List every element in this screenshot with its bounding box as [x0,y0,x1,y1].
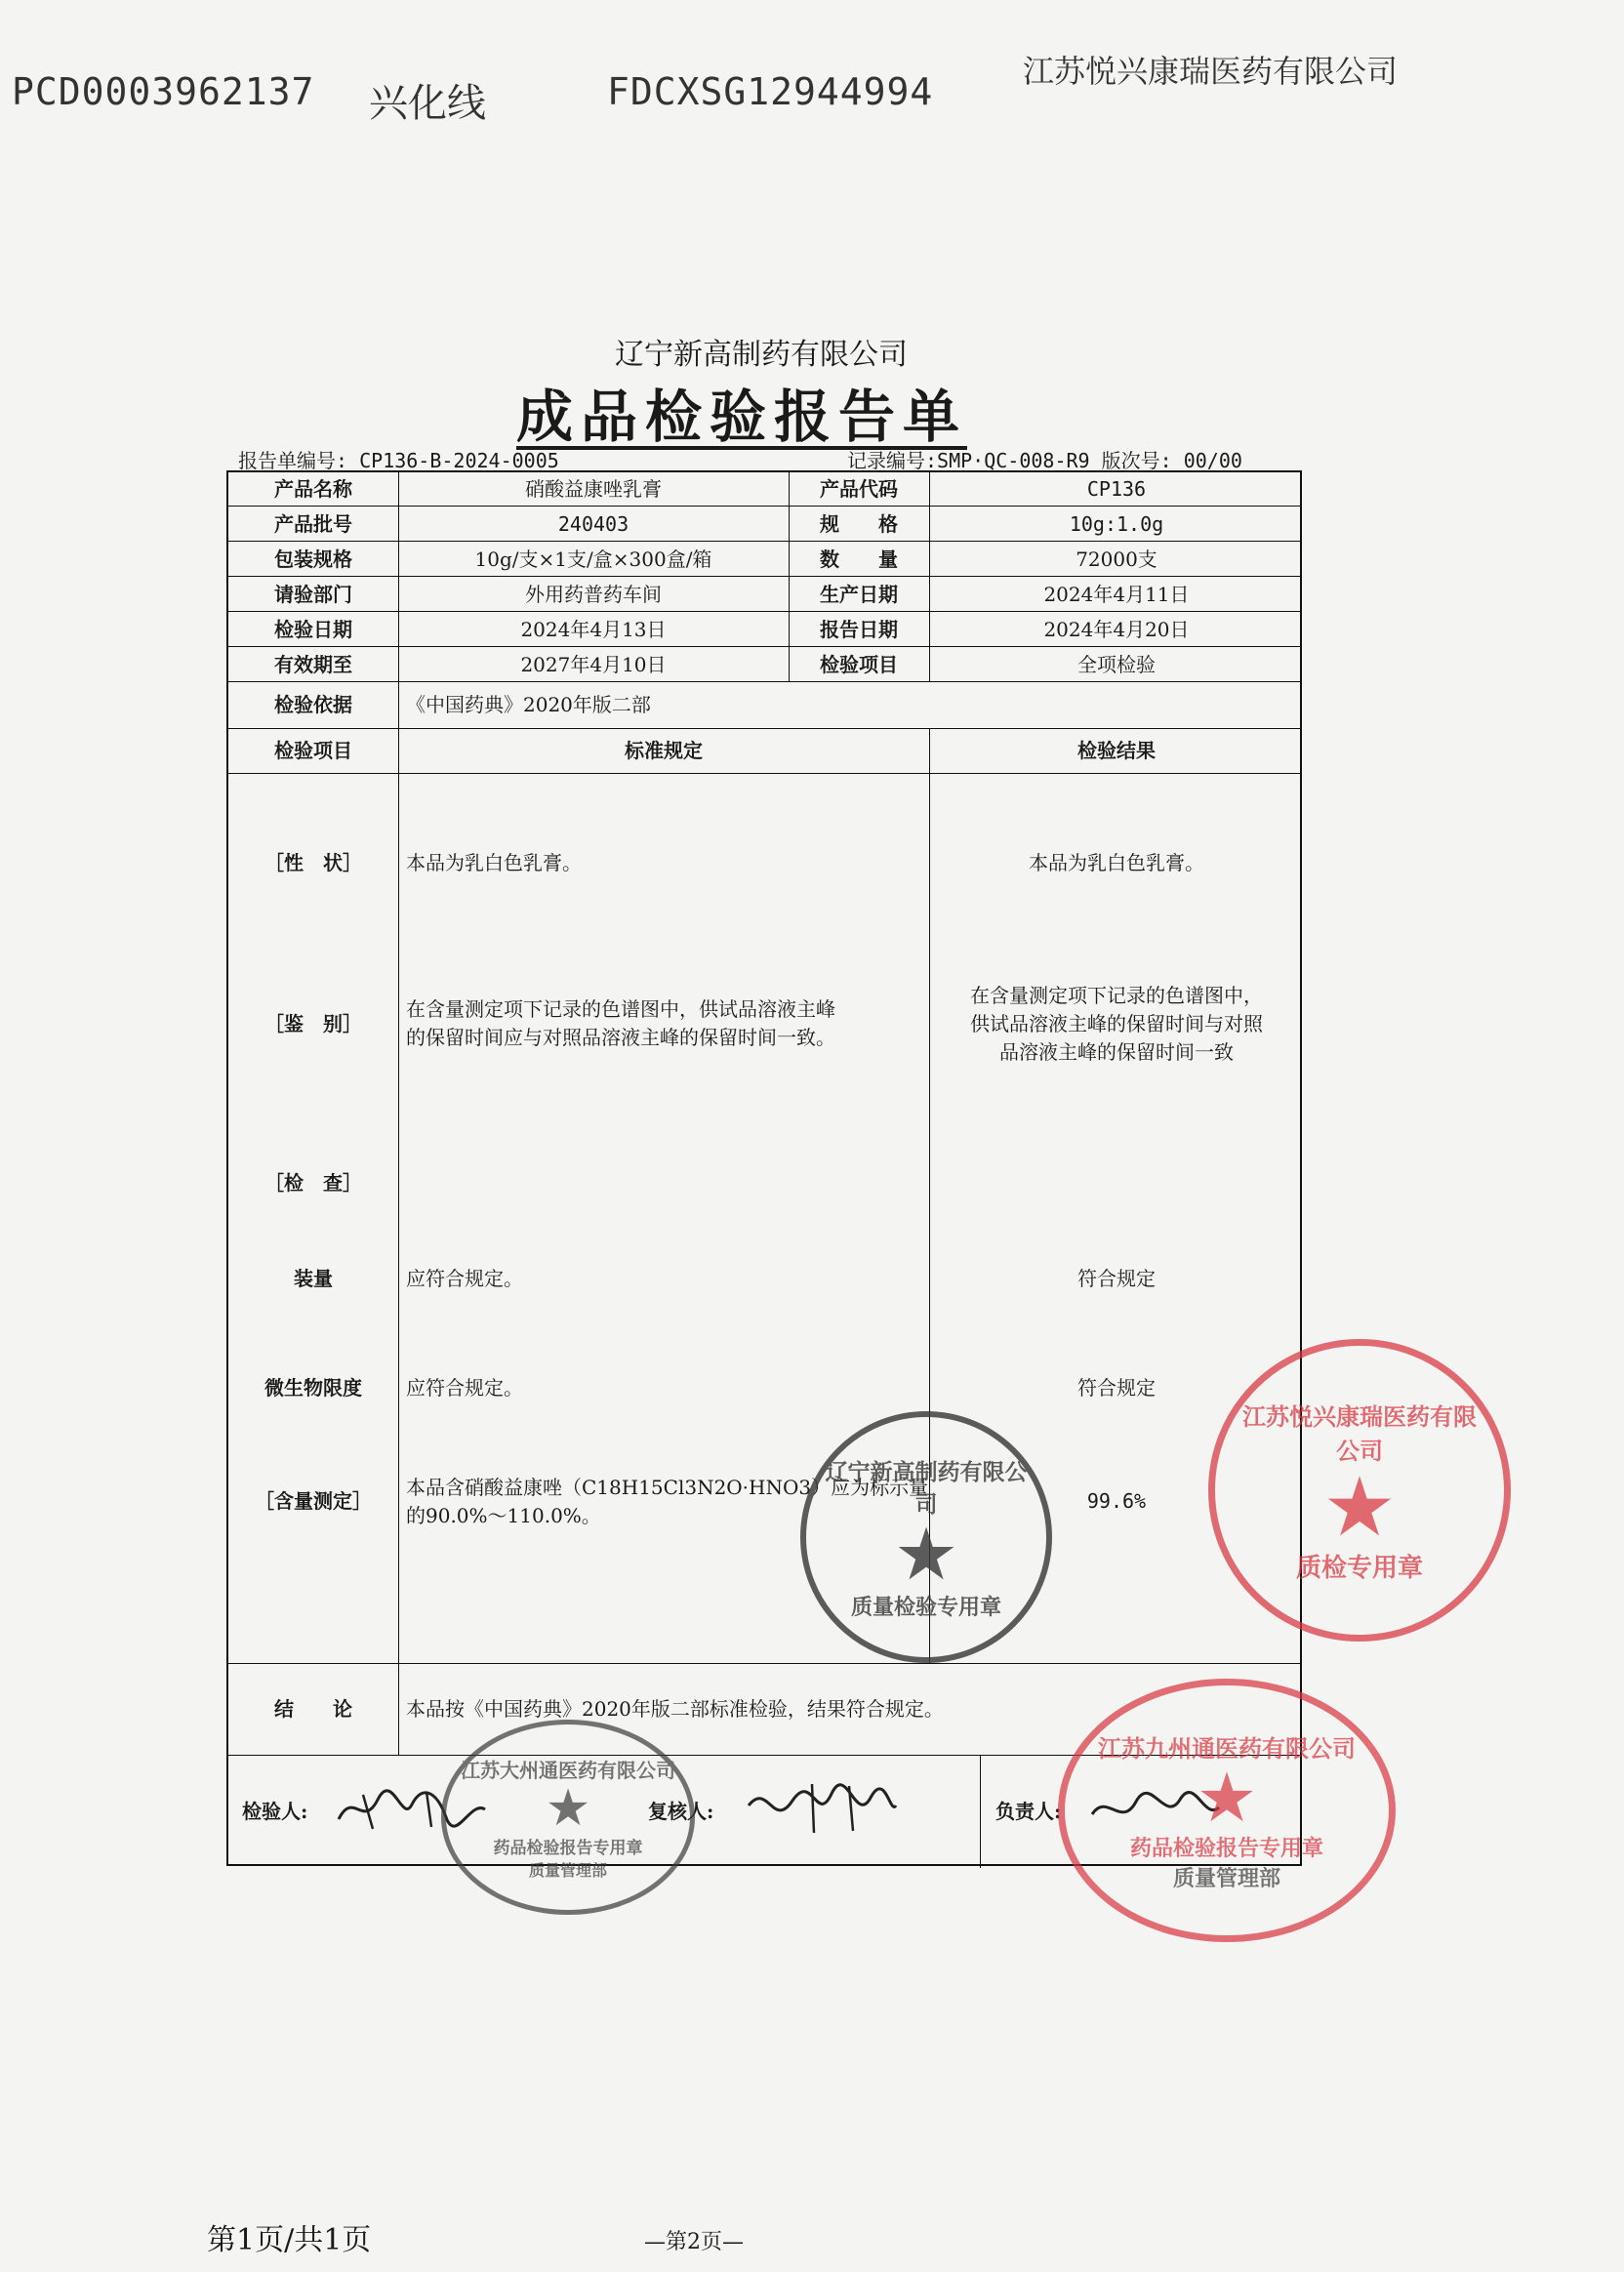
issuer-company: 辽宁新高制药有限公司 [615,338,908,372]
label-department: 请验部门 [274,582,352,606]
header-result: 检验结果 [1077,738,1156,762]
report-number: 报告单编号: CP136-B-2024-0005 [238,449,559,472]
line-label: 兴化线 [369,81,486,126]
buyer-qc-seal: 江苏悦兴康瑞医药有限公司 ★ 质检专用章 [1208,1339,1511,1642]
page-number: 第1页/共1页 [207,2223,372,2257]
test-fill-label: 装量 [294,1266,333,1290]
identification-standard-line1: 在含量测定项下记录的色谱图中，供试品溶液主峰 [406,997,835,1021]
label-report-date: 报告日期 [820,617,898,641]
value-product-name: 硝酸益康唑乳膏 [525,476,662,501]
test-microbial-result: 符合规定 [1077,1375,1156,1400]
distributor-seal-red: 江苏九州通医药有限公司 ★ 药品检验报告专用章 质量管理部 [1058,1679,1396,1942]
test-assay-result: 99.6% [1086,1488,1147,1513]
header-standard: 标准规定 [625,738,703,762]
pcd-code: PCD0003962137 [12,70,315,113]
reviewer-label: 复核人: [648,1799,714,1823]
value-packaging: 10g/支×1支/盒×300盒/箱 [474,547,712,571]
value-test-items: 全项检验 [1077,652,1156,676]
identification-standard-line2: 的保留时间应与对照品溶液主峰的保留时间一致。 [406,1026,835,1049]
value-production-date: 2024年4月11日 [1043,582,1190,606]
value-test-date: 2024年4月13日 [520,617,667,641]
reviewer-signature [744,1776,900,1839]
label-product-name: 产品名称 [274,476,352,501]
header-item: 检验项目 [274,738,352,762]
test-microbial-standard: 应符合规定。 [406,1375,523,1400]
maker-qc-seal: 辽宁新高制药有限公司 ★ 质量检验专用章 [800,1411,1052,1663]
distributor-seal-gray: 江苏大州通医药有限公司 ★ 药品检验报告专用章 质量管理部 [441,1720,695,1915]
inspector-label: 检验人: [242,1799,308,1823]
test-appearance-label: ［性 状］ [264,850,362,874]
test-microbial-label: 微生物限度 [264,1375,362,1400]
test-fill-standard: 应符合规定。 [406,1266,523,1290]
identification-result-line1: 在含量测定项下记录的色谱图中， [970,983,1263,1007]
test-appearance-standard: 本品为乳白色乳膏。 [406,850,582,874]
receiver-company: 江苏悦兴康瑞医药有限公司 [1023,53,1399,90]
value-product-code: CP136 [1086,476,1147,501]
label-expiry: 有效期至 [274,652,352,676]
label-spec: 规 格 [820,511,898,536]
value-quantity: 72000支 [1076,547,1157,571]
value-report-date: 2024年4月20日 [1043,617,1190,641]
fdc-code: FDCXSG12944994 [607,70,934,113]
label-test-date: 检验日期 [274,617,352,641]
conclusion-label: 结 论 [274,1696,352,1721]
label-quantity: 数 量 [820,547,898,571]
identification-result-line3: 品溶液主峰的保留时间一致 [999,1039,1234,1064]
page-number-secondary: —第2页— [644,2230,744,2254]
assay-standard-line2: 的90.0%～110.0%。 [406,1504,601,1527]
record-number: 记录编号:SMP·QC-008-R9 版次号: 00/00 [847,449,1242,472]
label-test-items: 检验项目 [820,652,898,676]
test-inspection-header: ［检 查］ [264,1170,362,1195]
conclusion-text: 本品按《中国药典》2020年版二部标准检验，结果符合规定。 [406,1696,944,1721]
test-identification-standard [398,980,929,1068]
label-packaging: 包装规格 [274,547,352,571]
document-title: 成品检验报告单 [515,384,967,450]
value-expiry: 2027年4月10日 [520,652,667,676]
test-assay-label: ［含量测定］ [255,1488,372,1513]
test-identification-label: ［鉴 别］ [264,1011,362,1035]
assay-standard-line1: 本品含硝酸益康唑（C18H15Cl3N2O·HNO3）应为标示量 [406,1476,929,1499]
responsible-label: 负责人: [995,1799,1062,1823]
value-batch: 240403 [557,511,629,536]
label-batch: 产品批号 [274,511,352,536]
label-product-code: 产品代码 [820,476,898,501]
value-spec: 10g:1.0g [1069,511,1164,536]
label-production-date: 生产日期 [820,582,898,606]
report-table [226,470,1302,1866]
test-fill-result: 符合规定 [1077,1266,1156,1290]
test-identification-result [929,966,1304,1081]
test-appearance-result: 本品为乳白色乳膏。 [1029,850,1204,874]
value-basis: 《中国药典》2020年版二部 [406,692,651,716]
value-department: 外用药普药车间 [525,582,662,606]
label-basis: 检验依据 [274,692,352,716]
identification-result-line2: 供试品溶液主峰的保留时间与对照 [970,1011,1263,1035]
